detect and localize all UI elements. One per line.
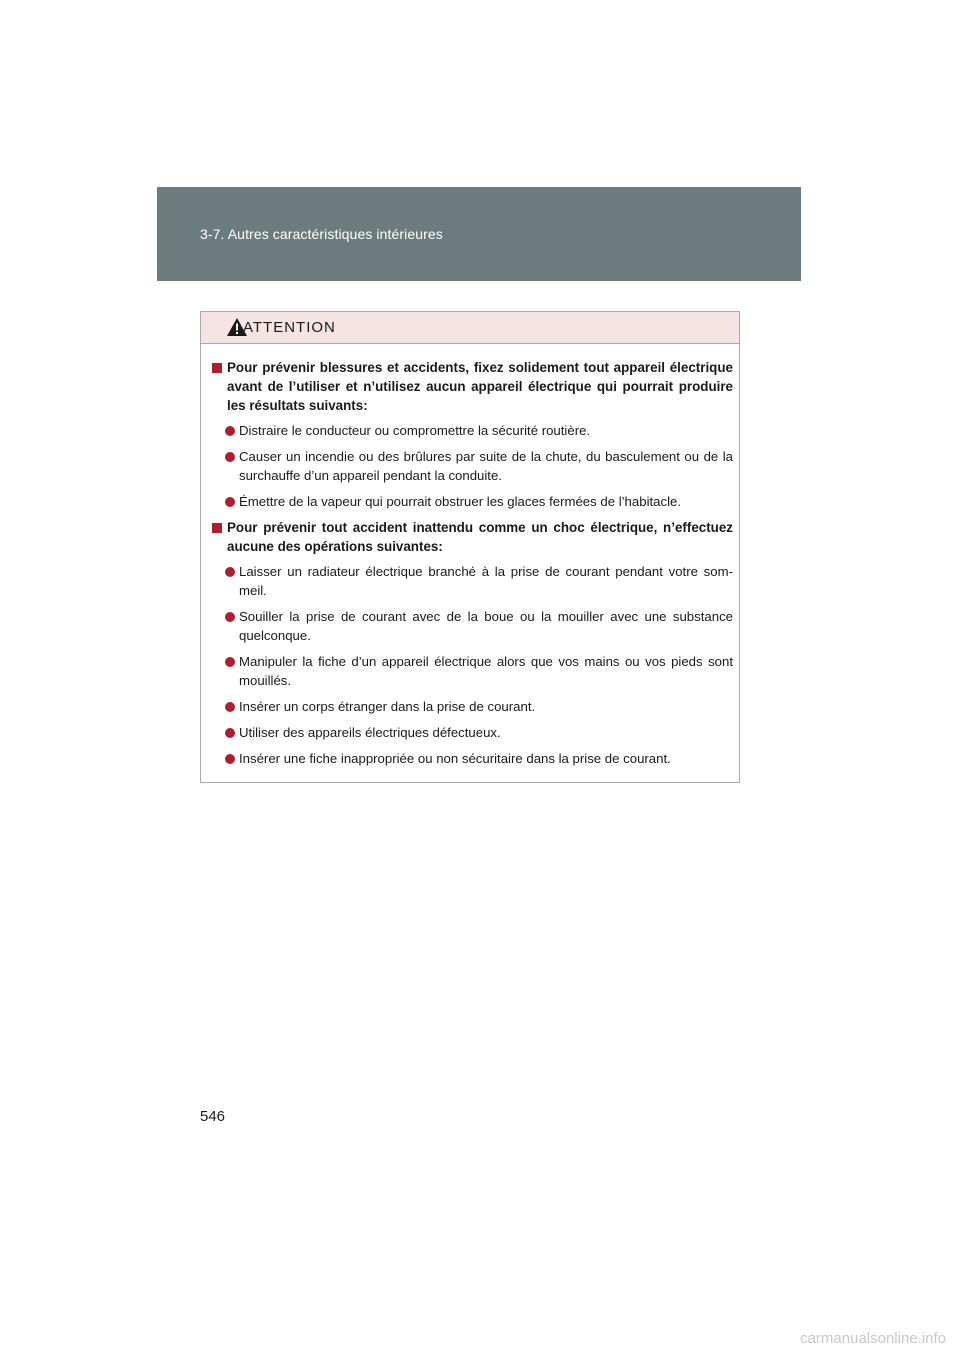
square-bullet-icon bbox=[212, 363, 222, 373]
round-bullet-icon bbox=[225, 452, 235, 462]
page-number: 546 bbox=[200, 1108, 226, 1125]
caution-body bbox=[201, 344, 739, 768]
caution-point bbox=[209, 358, 733, 415]
list-item bbox=[209, 652, 733, 690]
list-item bbox=[209, 421, 733, 440]
round-bullet-icon bbox=[225, 728, 235, 738]
list-item bbox=[209, 607, 733, 645]
round-bullet-icon bbox=[225, 497, 235, 507]
caution-header bbox=[201, 312, 739, 344]
list-item bbox=[209, 492, 733, 511]
bullet-list bbox=[209, 421, 733, 511]
list-item-text: Manipuler la fiche d’un appareil électrique alors que vos mains ou vos pieds sont mouillés. bbox=[239, 654, 733, 688]
bullet-list bbox=[209, 562, 733, 768]
list-item-text: Laisser un radiateur électrique branché à la prise de courant pendant votre som-meil. bbox=[239, 564, 733, 598]
round-bullet-icon bbox=[225, 702, 235, 712]
round-bullet-icon bbox=[225, 754, 235, 764]
list-item bbox=[209, 723, 733, 742]
list-item bbox=[209, 562, 733, 600]
list-item-text: Insérer une fiche inappropriée ou non sécuritaire dans la prise de courant. bbox=[239, 751, 671, 766]
list-item-text: Utiliser des appareils électriques défectueux. bbox=[239, 725, 501, 740]
list-item-text: Insérer un corps étranger dans la prise de courant. bbox=[239, 699, 536, 714]
list-item-text: Souiller la prise de courant avec de la boue ou la mouiller avec une substance quelconque. bbox=[239, 609, 733, 643]
round-bullet-icon bbox=[225, 612, 235, 622]
caution-point-text: Pour prévenir tout accident inattendu comme un choc électrique, n’effectuez aucune des opérations suivantes: bbox=[227, 520, 733, 554]
round-bullet-icon bbox=[225, 567, 235, 577]
list-item bbox=[209, 697, 733, 716]
watermark: carmanualsonline.info bbox=[800, 1330, 946, 1347]
square-bullet-icon bbox=[212, 523, 222, 533]
caution-point-text: Pour prévenir blessures et accidents, fixez solidement tout appareil électrique avant de l’utiliser et n’utilisez aucun appareil électrique qui pourrait produire les résultats suivants: bbox=[227, 360, 733, 413]
list-item-text: Causer un incendie ou des brûlures par suite de la chute, du basculement ou de la surchauffe d’un appareil pendant la conduite. bbox=[239, 449, 733, 483]
caution-box bbox=[200, 311, 740, 783]
round-bullet-icon bbox=[225, 426, 235, 436]
caution-title: ATTENTION bbox=[243, 319, 336, 336]
list-item-text: Distraire le conducteur ou compromettre la sécurité routière. bbox=[239, 423, 591, 438]
list-item-text: Émettre de la vapeur qui pourrait obstruer les glaces fermées de l’habitacle. bbox=[239, 494, 682, 509]
caution-point bbox=[209, 518, 733, 556]
round-bullet-icon bbox=[225, 657, 235, 667]
list-item bbox=[209, 447, 733, 485]
list-item bbox=[209, 749, 733, 768]
section-title: 3-7. Autres caractéristiques intérieures bbox=[200, 226, 443, 242]
